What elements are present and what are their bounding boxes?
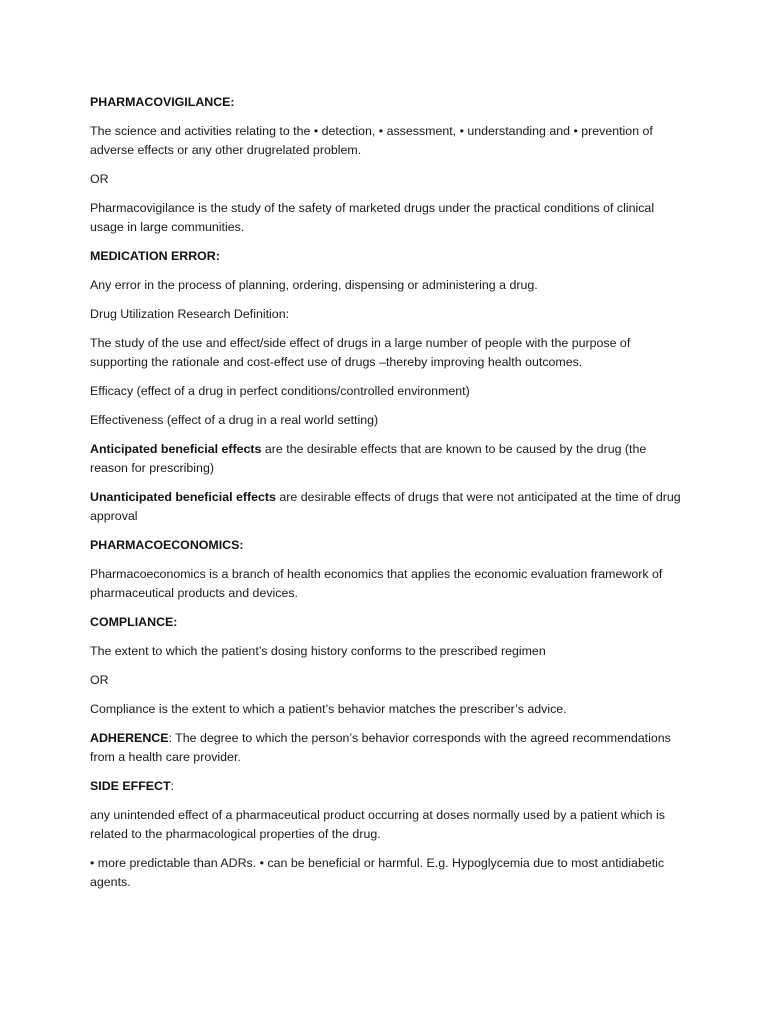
- heading-text: PHARMACOECONOMICS:: [90, 538, 244, 552]
- anticipated-effects-definition: are the desirable effects that are known to be caused by the drug (the reason for prescribing): [90, 442, 647, 475]
- efficacy-definition: Efficacy (effect of a drug in perfect conditions/controlled environment): [90, 384, 470, 398]
- drug-utilization-definition: The study of the use and effect/side effect of drugs in a large number of people with the purpose of supporting the rationale and cost-effect use of drugs –thereby improving health outcomes.: [90, 336, 631, 369]
- medication-error-heading: [90, 247, 684, 266]
- or-separator-1: OR: [90, 172, 109, 186]
- side-effect-heading: [90, 777, 684, 796]
- unanticipated-effects-paragraph: [90, 488, 684, 526]
- heading-text: MEDICATION ERROR:: [90, 249, 220, 263]
- compliance-heading: [90, 613, 684, 632]
- anticipated-effects-term: Anticipated beneficial effects: [90, 442, 262, 456]
- adherence-term: ADHERENCE: [90, 731, 169, 745]
- adherence-definition: : The degree to which the person’s behavior corresponds with the agreed recommendations from a health care provider.: [90, 731, 671, 764]
- drug-utilization-heading: Drug Utilization Research Definition:: [90, 307, 290, 321]
- pharmacoeconomics-heading: [90, 536, 684, 555]
- compliance-definition-1: The extent to which the patient’s dosing history conforms to the prescribed regimen: [90, 644, 546, 658]
- compliance-definition-2: Compliance is the extent to which a patient’s behavior matches the prescriber’s advice.: [90, 702, 567, 716]
- pharmacovigilance-heading: [90, 93, 684, 112]
- side-effect-notes: • more predictable than ADRs. • can be beneficial or harmful. E.g. Hypoglycemia due to most antidiabetic agents.: [90, 856, 665, 889]
- pharmacovigilance-definition-2: Pharmacovigilance is the study of the safety of marketed drugs under the practical conditions of clinical usage in large communities.: [90, 201, 655, 234]
- unanticipated-effects-definition: are desirable effects of drugs that were not anticipated at the time of drug approval: [90, 490, 681, 523]
- pharmacoeconomics-definition: Pharmacoeconomics is a branch of health economics that applies the economic evaluation framework of pharmaceutical products and devices.: [90, 567, 663, 600]
- medication-error-definition: Any error in the process of planning, ordering, dispensing or administering a drug.: [90, 278, 538, 292]
- side-effect-colon: :: [170, 779, 174, 793]
- heading-text: COMPLIANCE:: [90, 615, 178, 629]
- anticipated-effects-paragraph: [90, 440, 684, 478]
- document-body: [90, 93, 684, 902]
- adherence-paragraph: [90, 729, 684, 767]
- effectiveness-definition: Effectiveness (effect of a drug in a real world setting): [90, 413, 379, 427]
- pharmacovigilance-definition-1: The science and activities relating to the • detection, • assessment, • understanding and • prevention of adverse effects or any other drugrelated problem.: [90, 124, 653, 157]
- side-effect-term: SIDE EFFECT: [90, 779, 171, 793]
- or-separator-2: OR: [90, 673, 109, 687]
- heading-text: PHARMACOVIGILANCE:: [90, 95, 235, 109]
- unanticipated-effects-term: Unanticipated beneficial effects: [90, 490, 276, 504]
- side-effect-definition: any unintended effect of a pharmaceutical product occurring at doses normally used by a patient which is related to the pharmacological properties of the drug.: [90, 808, 665, 841]
